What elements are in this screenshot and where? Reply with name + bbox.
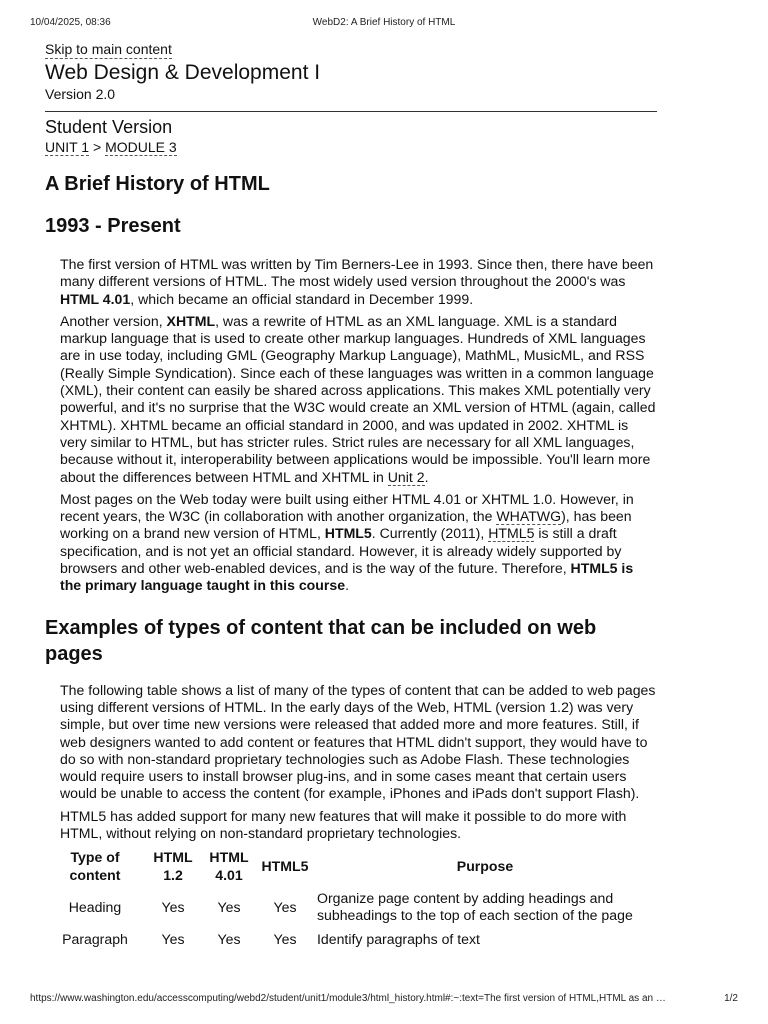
table-header-row	[45, 847, 657, 887]
table-cell: Yes	[217, 930, 241, 947]
bold-html401: HTML 4.01	[60, 290, 131, 307]
table-cell: Paragraph	[62, 930, 128, 947]
paragraph-html5-features: HTML5 has added support for many new features that will make it possible to do more with HTML, without relying on non-standard proprietary technologies.	[60, 807, 627, 842]
table-cell: Identify paragraphs of text	[317, 930, 480, 947]
table-row	[45, 887, 657, 928]
history-section-body	[60, 256, 657, 595]
unit2-link[interactable]: Unit 2	[387, 468, 425, 485]
print-timestamp: 10/04/2025, 08:36	[30, 17, 111, 28]
table-cell: Yes	[273, 898, 297, 915]
paragraph-first-version: The first version of HTML was written by Tim Berners-Lee in 1993. Since then, there have been many different versions of HTML. The most widely used version throughout the 2000's was HTML 4.01, which became an official standard in December 1999.	[60, 256, 654, 307]
table-row	[45, 928, 657, 951]
table-cell: Organize page content by adding headings and subheadings to the top of each section of the page	[317, 889, 633, 924]
column-header-html401: HTML 4.01	[209, 849, 249, 883]
content-types-table	[45, 847, 657, 950]
table-cell: Yes	[217, 898, 241, 915]
header-divider	[45, 111, 657, 112]
student-version-label: Student Version	[45, 117, 173, 137]
breadcrumb-separator: >	[92, 139, 102, 155]
print-header	[30, 17, 738, 31]
whatwg-link[interactable]: WHATWG	[496, 508, 562, 525]
table-cell: Heading	[68, 898, 122, 915]
skip-to-main-link[interactable]: Skip to main content	[45, 41, 172, 57]
bold-xhtml: XHTML	[166, 312, 216, 329]
version-label: Version 2.0	[45, 86, 116, 102]
print-page-number: 1/2	[724, 993, 738, 1004]
table-cell: Yes	[273, 930, 297, 947]
breadcrumb-module-link[interactable]: MODULE 3	[105, 139, 177, 155]
bold-primary-language: HTML5 is the primary language taught in this course	[60, 560, 634, 594]
column-header-type: Type of content	[69, 849, 121, 883]
paragraph-xhtml: Another version, XHTML, was a rewrite of HTML as an XML language. XML is a standard markup language that is used to create other markup languages. Hundreds of XML languages are in use today, including GML (Geography Markup Language), MathML, MusicML, and RSS (Really Simple Syndication). Since each of these languages was written in a common language (XML), their content can easily be shared across applications. This makes XML potentially very powerful, and it's no surprise that the W3C would create an XML version of HTML (again, called XHTML). XHTML became an official standard in 2000, and was updated in 2002. XHTML is very similar to HTML, but has stricter rules. Strict rules are necessary for all XML languages, because without it, interoperability between applications would be impossible. You'll learn more about the differences between HTML and XHTML in Unit 2.	[60, 312, 656, 485]
breadcrumb-unit-link[interactable]: UNIT 1	[45, 139, 90, 155]
page-title: A Brief History of HTML	[45, 173, 270, 195]
print-url: https://www.washington.edu/accesscomputing/webd2/student/unit1/module3/html_history.html#:~:text=The first version of HTML,HTML as an …	[30, 993, 666, 1004]
breadcrumb	[45, 138, 657, 156]
site-title: Web Design & Development I	[45, 61, 321, 84]
table-cell: Yes	[161, 930, 185, 947]
examples-section-body	[60, 682, 657, 843]
html5-link[interactable]: HTML5	[488, 525, 535, 542]
table-cell: Yes	[161, 898, 185, 915]
column-header-purpose: Purpose	[456, 857, 514, 874]
column-header-html5: HTML5	[261, 857, 309, 874]
print-footer	[30, 993, 738, 1007]
print-page-title: WebD2: A Brief History of HTML	[312, 17, 456, 28]
section-heading-history: 1993 - Present	[45, 215, 181, 237]
paragraph-table-intro: The following table shows a list of many of the types of content that can be added to web pages using different versions of HTML. In the early days of the Web, HTML (version 1.2) was very simple, but over time new versions were released that added more and more features. Still, if web designers wanted to add content or features that HTML didn't support, they would have to do so with non-standard proprietary technologies such as Adobe Flash. These technologies would require users to install browser plug-ins, and in some cases meant that certain users would be unable to access the content (for example, iPhones and iPads don't support Flash).	[60, 681, 656, 802]
bold-html5: HTML5	[324, 525, 372, 542]
paragraph-html5: Most pages on the Web today were built using either HTML 4.01 or XHTML 1.0. However, in recent years, the W3C (in collaboration with another organization, the WHATWG), has been working on a brand new version of HTML, HTML5. Currently (2011), HTML5 is still a draft specification, and is not yet an official standard. However, it is already widely supported by browsers and other web-enabled devices, and is the way of the future. Therefore, HTML5 is the primary language taught in this course.	[60, 490, 634, 594]
section-heading-examples: Examples of types of content that can be included on web pages	[45, 616, 597, 665]
page-content	[45, 41, 657, 951]
column-header-html12: HTML 1.2	[153, 849, 193, 883]
